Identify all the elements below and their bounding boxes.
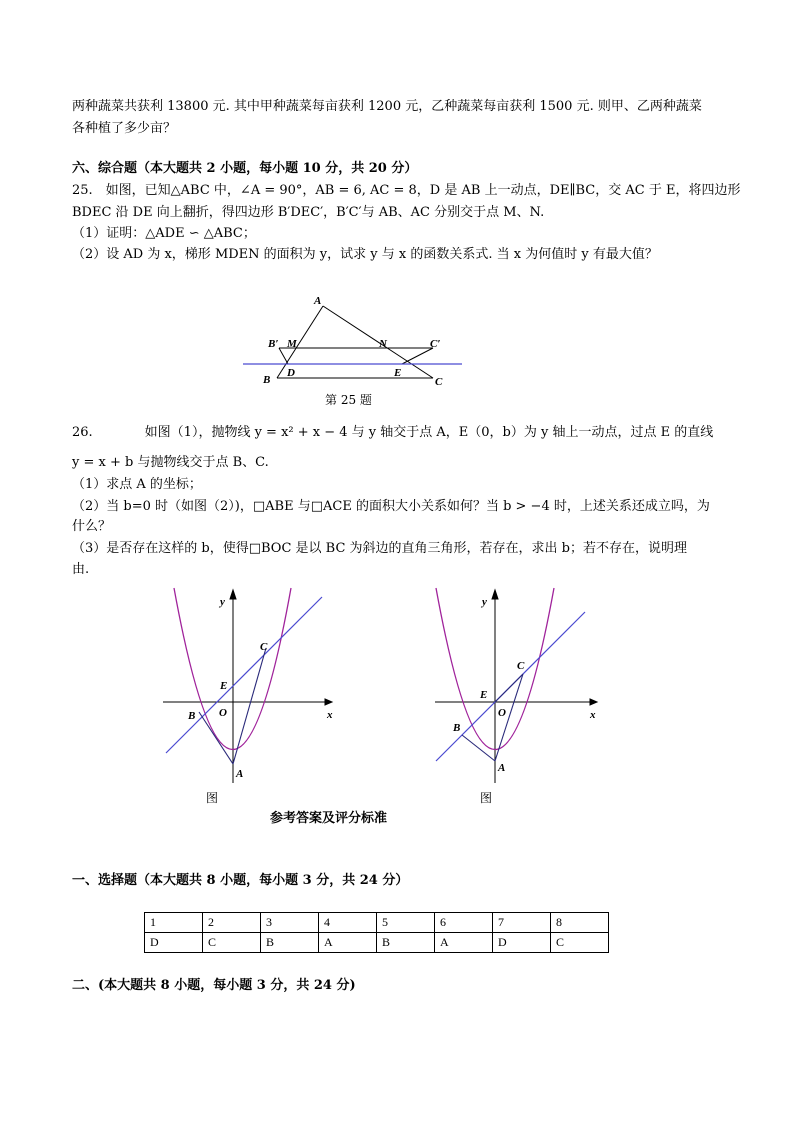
seg-CA xyxy=(233,648,266,764)
seg-AB xyxy=(277,306,323,378)
y-axis-arrow xyxy=(492,590,498,599)
q25-line-1: 25. 如图，已知△ABC 中，∠A = 90°，AB = 6, AC = 8，D 是 AB 上一动点，DE∥BC，交 AC 于 E，将四边形 xyxy=(72,183,741,198)
q26-line-2: y = x + b 与抛物线交于点 B、C. xyxy=(72,455,269,470)
table-cell: 8 xyxy=(551,913,609,933)
table-cell: D xyxy=(493,933,551,953)
q26-part-3b: 由. xyxy=(72,562,90,577)
table-cell: 7 xyxy=(493,913,551,933)
table-cell: 1 xyxy=(145,913,203,933)
fig2-label-x: x xyxy=(590,709,596,721)
q25-figure xyxy=(240,290,470,390)
table-cell: 2 xyxy=(203,913,261,933)
fig1-label-B: B xyxy=(188,710,196,722)
q25-part-2: （2）设 AD 为 x，梯形 MDEN 的面积为 y，试求 y 与 x 的函数关系式. 当 x 为何值时 y 有最大值？ xyxy=(72,247,658,262)
table-cell: 3 xyxy=(261,913,319,933)
q24-line-2: 各种植了多少亩？ xyxy=(72,121,177,136)
seg-BpD xyxy=(279,348,288,364)
label-M: M xyxy=(287,338,297,350)
label-A: A xyxy=(314,295,322,307)
fig1-label-A: A xyxy=(236,768,244,780)
table-cell: 5 xyxy=(377,913,435,933)
fig1-label-C: C xyxy=(260,641,268,653)
answer-table-answers-row xyxy=(145,933,609,953)
table-cell: C xyxy=(203,933,261,953)
q26-part-2b: 什么？ xyxy=(72,519,112,534)
fig2-label-B: B xyxy=(453,722,461,734)
fig1-label-x: x xyxy=(327,709,333,721)
label-E: E xyxy=(394,367,402,379)
table-cell: 6 xyxy=(435,913,493,933)
label-Bp: B′ xyxy=(268,338,279,350)
table-cell: A xyxy=(319,933,377,953)
fig2-label-E: E xyxy=(480,689,488,701)
label-C: C xyxy=(435,376,443,388)
answer-table-numbers-row xyxy=(145,913,609,933)
fig1-label-E: E xyxy=(220,680,228,692)
fig2-label-A: A xyxy=(498,762,506,774)
table-cell: B xyxy=(377,933,435,953)
fig2-label-O: O xyxy=(498,707,506,719)
y-axis-arrow xyxy=(230,590,236,599)
x-axis-arrow xyxy=(590,699,597,705)
fig1-caption: 图 xyxy=(206,791,219,805)
q26-part-3a: （3）是否存在这样的 b，使得□BOC 是以 BC 为斜边的直角三角形，若存在，求出 b；若不存在，说明理 xyxy=(72,541,687,556)
q26-part-1: （1）求点 A 的坐标； xyxy=(72,477,202,492)
table-cell: B xyxy=(261,933,319,953)
answers-title: 参考答案及评分标准 xyxy=(270,811,388,826)
table-cell: 4 xyxy=(319,913,377,933)
line-y-x-plus-b xyxy=(166,597,322,753)
seg-AC xyxy=(323,306,433,378)
q26-figure-2 xyxy=(430,585,610,785)
seg-BA xyxy=(199,712,233,764)
section6-heading: 六、综合题（本大题共 2 小题，每小题 10 分，共 20 分） xyxy=(72,161,418,176)
section2-heading: 二、(本大题共 8 小题，每小题 3 分，共 24 分) xyxy=(72,978,356,993)
fig1-label-y: y xyxy=(220,596,225,608)
q26-part-2a: （2）当 b=0 时（如图（2）)，□ABE 与□ACE 的面积大小关系如何？当 b > −4 时，上述关系还成立吗，为 xyxy=(72,499,710,514)
q24-line-1: 两种蔬菜共获利 13800 元. 其中甲种蔬菜每亩获利 1200 元，乙种蔬菜每亩获利 1500 元. 则甲、乙两种蔬菜 xyxy=(72,99,702,114)
fig2-caption: 图 xyxy=(480,791,493,805)
table-cell: C xyxy=(551,933,609,953)
q26-figure-1 xyxy=(160,585,345,785)
table-cell: D xyxy=(145,933,203,953)
q25-part-1: （1）证明：△ADE ∽ △ABC； xyxy=(72,226,256,241)
q25-caption: 第 25 题 xyxy=(325,393,372,407)
fig1-label-O: O xyxy=(219,707,227,719)
q25-line-2: BDEC 沿 DE 向上翻折，得四边形 B′DEC′，B′C′与 AB、AC 分别交于点 M、N. xyxy=(72,205,545,220)
label-Cp: C′ xyxy=(430,338,441,350)
label-B: B xyxy=(263,374,271,386)
section1-heading: 一、选择题（本大题共 8 小题，每小题 3 分，共 24 分） xyxy=(72,873,409,888)
seg-CpE xyxy=(402,348,433,364)
label-D: D xyxy=(287,367,295,379)
label-N: N xyxy=(379,338,387,350)
answer-table xyxy=(144,912,609,953)
q26-line-1: 26. 如图（1），抛物线 y = x² + x − 4 与 y 轴交于点 A，E（0，b）为 y 轴上一动点，过点 E 的直线 xyxy=(72,425,714,440)
x-axis-arrow xyxy=(325,699,332,705)
table-cell: A xyxy=(435,933,493,953)
fig2-label-C: C xyxy=(517,660,525,672)
fig2-label-y: y xyxy=(482,596,487,608)
